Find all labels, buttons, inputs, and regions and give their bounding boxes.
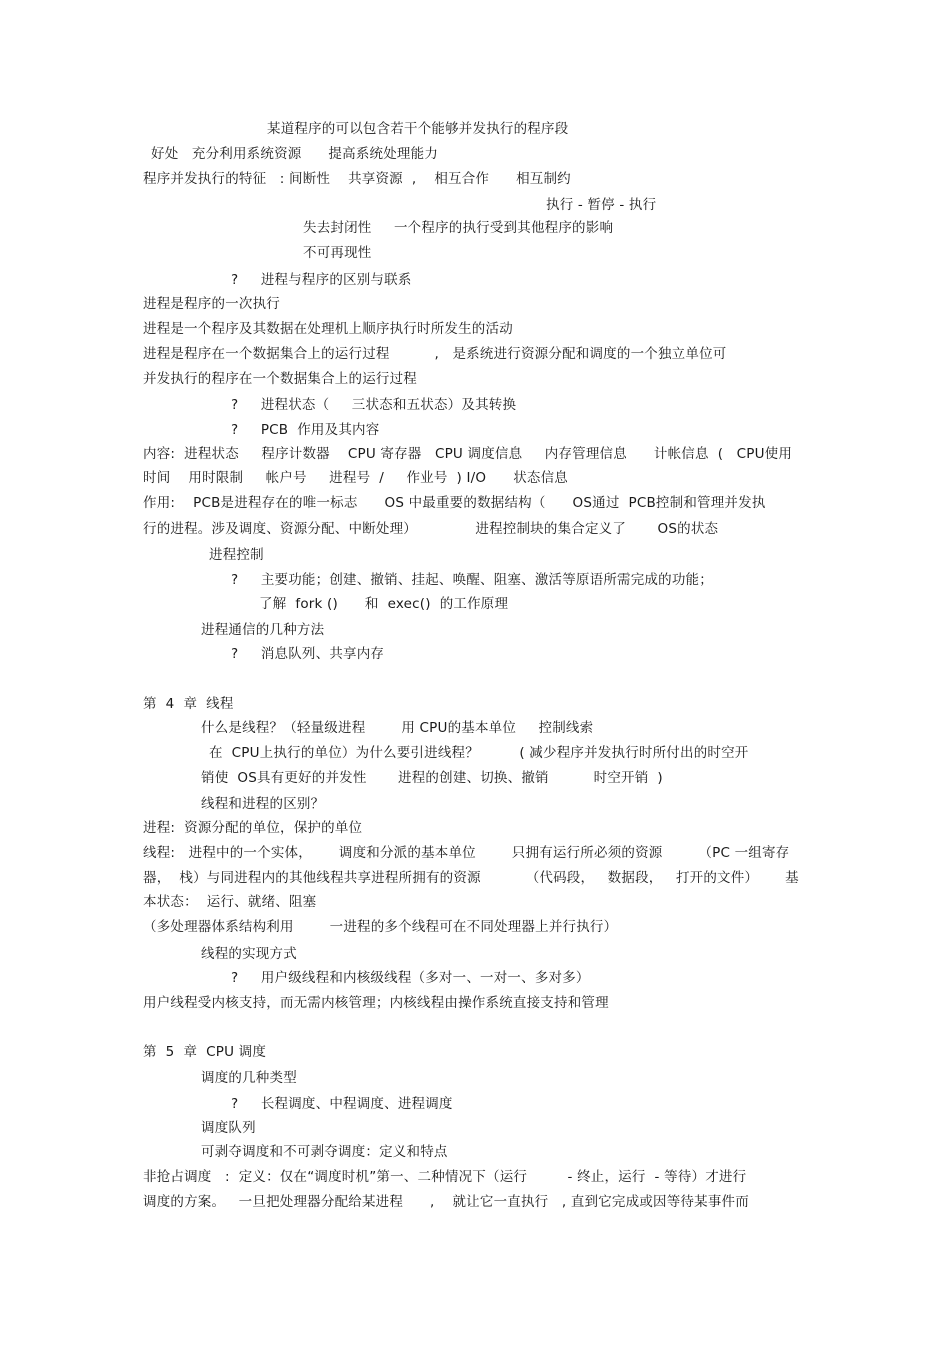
text-line: 在 CPU上执行的单位）为什么要引进线程？ ( 减少程序并发执行时所付出的时空开	[209, 745, 749, 761]
text-line: 调度队列	[201, 1120, 256, 1136]
text-line: （多处理器体系结构利用 一进程的多个线程可在不同处理器上并行执行）	[143, 919, 618, 935]
text-line: 进程通信的几种方法	[201, 622, 325, 638]
text-line: 了解 fork () 和 exec() 的工作原理	[259, 596, 509, 612]
chapter-heading: 第 4 章 线程	[143, 696, 234, 712]
text-line: 某道程序的可以包含若干个能够并发执行的程序段	[267, 121, 569, 137]
text-line: 时间 用时限制 帐户号 进程号 / 作业号 ) I/O 状态信息	[143, 470, 569, 486]
text-line: ? PCB 作用及其内容	[231, 422, 380, 438]
text-line: 程序并发执行的特征 : 间断性 共享资源 , 相互合作 相互制约	[143, 171, 571, 187]
text-line: ? 用户级线程和内核级线程（多对一、一对一、多对多）	[231, 970, 590, 986]
text-line: 线程的实现方式	[201, 946, 297, 962]
text-line: ? 长程调度、中程调度、进程调度	[231, 1096, 453, 1112]
text-line: 什么是线程？（轻量级进程 用 CPU的基本单位 控制线索	[201, 720, 594, 736]
text-line: 进程控制	[209, 547, 264, 563]
text-line: 进程是一个程序及其数据在处理机上顺序执行时所发生的活动	[143, 321, 513, 337]
text-line: 执行 - 暂停 - 执行	[546, 197, 657, 213]
text-line: 内容: 进程状态 程序计数器 CPU 寄存器 CPU 调度信息 内存管理信息 计帐信息 ( CPU使用	[143, 446, 793, 462]
text-line: ? 进程状态（ 三状态和五状态）及其转换	[231, 397, 517, 413]
text-line: ? 主要功能；创建、撤销、挂起、唤醒、阻塞、激活等原语所需完成的功能；	[231, 572, 713, 588]
text-line: 不可再现性	[303, 245, 372, 261]
text-line: 非抢占调度 : 定义：仅在“调度时机”第一、二种情况下（运行 - 终止，运行 - 等待）才进行	[143, 1169, 747, 1185]
text-line: 进程是程序在一个数据集合上的运行过程 , 是系统进行资源分配和调度的一个独立单位可	[143, 346, 727, 362]
text-line: 调度的方案。 一旦把处理器分配给某进程 , 就让它一直执行 , 直到它完成或因等待某事件而	[143, 1194, 749, 1210]
text-line: 好处 充分利用系统资源 提高系统处理能力	[151, 146, 439, 162]
text-line: ? 消息队列、共享内存	[231, 646, 385, 662]
text-line: 作用: PCB是进程存在的唯一标志 OS 中最重要的数据结构（ OS通过 PCB控制和管理并发执	[143, 495, 766, 511]
text-line: 并发执行的程序在一个数据集合上的运行过程	[143, 371, 417, 387]
text-line: 用户线程受内核支持，而无需内核管理；内核线程由操作系统直接支持和管理	[143, 995, 609, 1011]
text-line: 进程: 资源分配的单位，保护的单位	[143, 820, 363, 836]
text-line: 失去封闭性 一个程序的执行受到其他程序的影响	[303, 220, 614, 236]
text-line: 器， 栈）与同进程内的其他线程共享进程所拥有的资源 （代码段， 数据段， 打开的文件） 基	[143, 870, 799, 886]
text-line: 调度的几种类型	[201, 1070, 297, 1086]
text-line: 销使 OS具有更好的并发性 进程的创建、切换、撤销 时空开销 )	[201, 770, 663, 786]
text-line: ? 进程与程序的区别与联系	[231, 272, 412, 288]
text-line: 可剥夺调度和不可剥夺调度：定义和特点	[201, 1144, 448, 1160]
text-line: 线程: 进程中的一个实体， 调度和分派的基本单位 只拥有运行所必须的资源 （PC 一组寄存	[143, 845, 790, 861]
text-line: 进程是程序的一次执行	[143, 296, 280, 312]
chapter-heading: 第 5 章 CPU 调度	[143, 1044, 267, 1060]
text-line: 本状态： 运行、就绪、阻塞	[143, 894, 317, 910]
text-line: 线程和进程的区别？	[201, 796, 325, 812]
text-line: 行的进程。涉及调度、资源分配、中断处理） 进程控制块的集合定义了 OS的状态	[143, 521, 719, 537]
